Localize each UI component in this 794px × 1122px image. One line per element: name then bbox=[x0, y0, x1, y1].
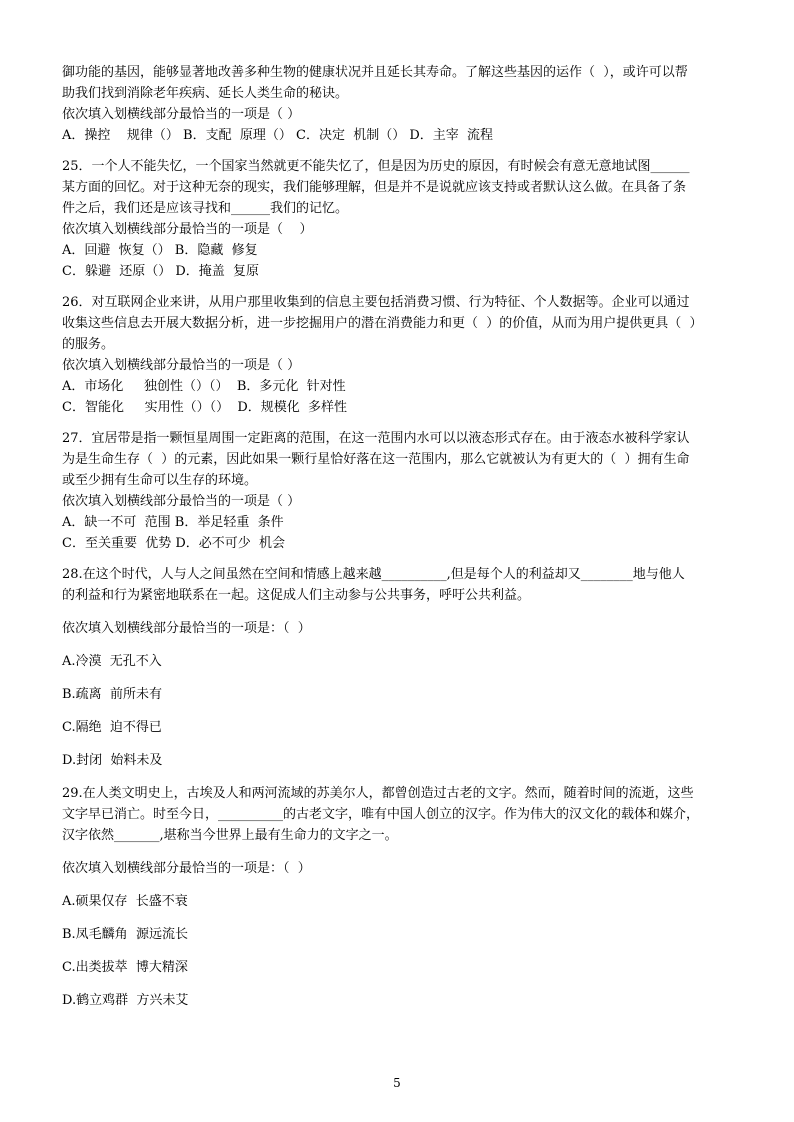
text-line: 件之后，我们还是应该寻找和______我们的记忆。 bbox=[62, 201, 349, 216]
text-line: 助我们找到消除老年疾病、延长人类生命的秘诀。 bbox=[62, 86, 349, 101]
answer-option-b: B.疏离 前所未有 bbox=[62, 687, 162, 702]
text-line: 收集这些信息去开展大数据分析，进一步挖掘用户的潜在消费能力和更（ ）的价值，从而为用户提供更具（ ） bbox=[62, 316, 703, 331]
answer-options: C．智能化 实用性（）（） D．规模化 多样性 bbox=[62, 400, 348, 415]
answer-options: C．至关重要 优势 D．必不可少 机会 bbox=[62, 536, 286, 551]
question-29: 29.在人类文明史上，古埃及人和两河流域的苏美尔人，都曾创造过古老的文字。然而，随着时间的流逝，这些 bbox=[62, 786, 694, 801]
text-line: 御功能的基因，能够显著地改善多种生物的健康状况并且延长其寿命。了解这些基因的运作（ ），或许可以帮 bbox=[62, 65, 688, 80]
answer-options: A．缺一不可 范围 B．举足轻重 条件 bbox=[62, 515, 284, 530]
answer-options: A．市场化 独创性（）（） B．多元化 针对性 bbox=[62, 379, 346, 394]
answer-option-c: C.出类拔萃 博大精深 bbox=[62, 960, 188, 975]
question-26: 26．对互联网企业来讲，从用户那里收集到的信息主要包括消费习惯、行为特征、个人数据等。企业可以通过 bbox=[62, 295, 690, 310]
question-prompt: 依次填入划横线部分最恰当的一项是（ ） bbox=[62, 494, 301, 509]
answer-option-a: A.冷漠 无孔不入 bbox=[62, 654, 162, 669]
question-prompt: 依次填入划横线部分最恰当的一项是（ ） bbox=[62, 358, 301, 373]
answer-option-d: D.鹤立鸡群 方兴未艾 bbox=[62, 993, 189, 1008]
text-line: 文字早已消亡。时至今日，__________的古老文字，唯有中国人创立的汉字。作为伟大的汉文化的载体和媒介， bbox=[62, 807, 700, 822]
answer-option-b: B.凤毛麟角 源远流长 bbox=[62, 927, 188, 942]
question-27: 27．宜居带是指一颗恒星周围一定距离的范围，在这一范围内水可以以液态形式存在。由于液态水被科学家认 bbox=[62, 431, 690, 446]
page-number: 5 bbox=[393, 1076, 401, 1090]
question-prompt: 依次填入划横线部分最恰当的一项是（ ） bbox=[62, 222, 313, 237]
text-line: 为是生命生存（ ）的元素，因此如果一颗行星恰好落在这一范围内，那么它就被认为有更大的（ ）拥有生命 bbox=[62, 452, 690, 467]
question-25: 25．一个人不能失忆，一个国家当然就更不能失忆了，但是因为历史的原因，有时候会有意无意地试图______ bbox=[62, 159, 690, 174]
answer-options: A．操控 规律（） B．支配 原理（） C．决定 机制（） D．主宰 流程 bbox=[62, 128, 494, 143]
text-line: 或至少拥有生命可以生存的环境。 bbox=[62, 473, 258, 488]
answer-options: C．躲避 还原（） D．掩盖 复原 bbox=[62, 264, 260, 279]
question-prompt: 依次填入划横线部分最恰当的一项是：（ ） bbox=[62, 861, 311, 876]
document-page bbox=[62, 62, 742, 1011]
answer-option-c: C.隔绝 迫不得已 bbox=[62, 720, 162, 735]
text-line: 汉字依然_______,堪称当今世界上最有生命力的文字之一。 bbox=[62, 828, 398, 843]
question-prompt: 依次填入划横线部分最恰当的一项是：（ ） bbox=[62, 621, 311, 636]
answer-option-d: D.封闭 始料未及 bbox=[62, 753, 163, 768]
text-line: 的服务。 bbox=[62, 337, 115, 352]
answer-options: A．回避 恢复（） B．隐藏 修复 bbox=[62, 243, 258, 258]
text-line: 某方面的回忆。对于这种无奈的现实，我们能够理解，但是并不是说就应该支持或者默认这么做。在具备了条 bbox=[62, 180, 687, 195]
question-28: 28.在这个时代，人与人之间虽然在空间和情感上越来越__________,但是每个人的利益却又________地与他人 bbox=[62, 567, 685, 582]
question-prompt: 依次填入划横线部分最恰当的一项是（ ） bbox=[62, 107, 301, 122]
answer-option-a: A.硕果仅存 长盛不衰 bbox=[62, 894, 188, 909]
text-line: 的利益和行为紧密地联系在一起。这促成人们主动参与公共事务，呼吁公共利益。 bbox=[62, 588, 531, 603]
